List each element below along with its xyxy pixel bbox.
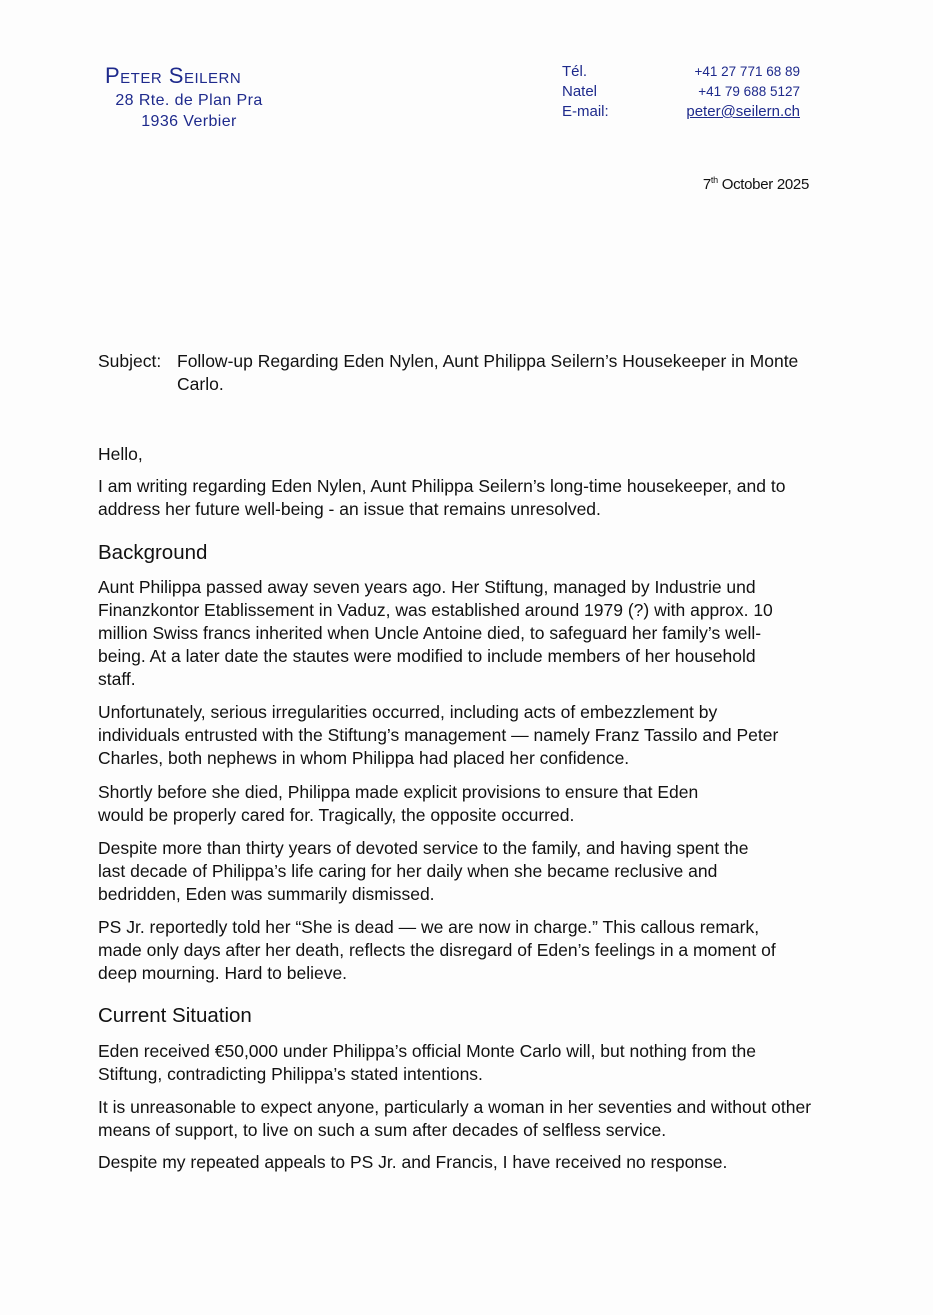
- background-paragraph-1: [98, 576, 778, 691]
- contact-natel-row: [562, 82, 802, 102]
- background-p5-text: PS Jr. reportedly told her “She is dead — we are now in charge.” This callous remark, made only days after her death, reflects the disregard of Eden’s feelings in a moment of deep mourning. Hard to believe.: [98, 917, 776, 983]
- background-paragraph-4: [98, 837, 763, 906]
- greeting: [98, 443, 818, 466]
- date-day: 7: [702, 176, 711, 193]
- background-p2-text: Unfortunately, serious irregularities occurred, including acts of embezzlement by individuals entrusted with the Stiftung’s management — namely Franz Tassilo and Peter Charles, both nephews in whom Philippa had placed her confidence.: [98, 702, 779, 768]
- greeting-text: Hello,: [98, 444, 143, 464]
- tel-value: +41 27 771 68 89: [694, 64, 800, 79]
- background-paragraph-3: [98, 781, 748, 827]
- current-p1-text: Eden received €50,000 under Philippa’s official Monte Carlo will, but nothing from the Stiftung, contradicting Philippa’s stated intentions.: [98, 1041, 756, 1084]
- date-suffix: th: [710, 175, 718, 185]
- letter-date: [703, 175, 809, 193]
- background-p3-text: Shortly before she died, Philippa made explicit provisions to ensure that Eden would be properly cared for. Tragically, the opposite occurred.: [98, 782, 699, 825]
- tel-label: Tél.: [562, 63, 588, 80]
- sender-address-city: 1936 Verbier: [141, 113, 237, 130]
- heading-current-situation: Current Situation: [98, 1004, 252, 1027]
- current-paragraph-1: [98, 1040, 818, 1086]
- background-p1-text: Aunt Philippa passed away seven years ago. Her Stiftung, managed by Industrie und Finanzkontor Etablissement in Vaduz, was established around 1979 (?) with approx. 10 million Swiss francs inherited when Uncle Antoine died, to safeguard her family’s well-being. At a later date the stautes were modified to include members of her household staff.: [98, 577, 773, 689]
- letterhead-sender: [105, 62, 273, 132]
- email-label: E-mail:: [562, 103, 609, 120]
- intro-paragraph: [98, 475, 818, 521]
- contact-tel-row: [562, 62, 802, 82]
- subject-label: Subject:: [98, 351, 162, 371]
- sender-address-street: 28 Rte. de Plan Pra: [115, 92, 263, 109]
- current-paragraph-3: [98, 1151, 818, 1174]
- background-paragraph-5: [98, 916, 788, 985]
- current-paragraph-2: [98, 1096, 818, 1142]
- natel-value: +41 79 688 5127: [698, 84, 800, 99]
- email-link[interactable]: peter@seilern.ch: [686, 103, 800, 120]
- contact-block: [562, 62, 802, 122]
- background-p4-text: Despite more than thirty years of devoted service to the family, and having spent the last decade of Philippa’s life caring for her daily when she became reclusive and bedridden, Eden was summarily dismissed.: [98, 838, 749, 904]
- contact-email-row: [562, 102, 802, 122]
- background-paragraph-2: [98, 701, 788, 770]
- current-p3-text: Despite my repeated appeals to PS Jr. and Francis, I have received no response.: [98, 1152, 728, 1172]
- natel-label: Natel: [562, 83, 598, 100]
- current-p2-text: It is unreasonable to expect anyone, particularly a woman in her seventies and without other means of support, to live on such a sum after decades of selfless service.: [98, 1097, 812, 1140]
- date-rest: October 2025: [717, 176, 809, 193]
- heading-background: Background: [98, 541, 208, 564]
- sender-name: Peter Seilern: [105, 63, 242, 88]
- subject-text: Follow-up Regarding Eden Nylen, Aunt Philippa Seilern’s Housekeeper in Monte Carlo.: [177, 351, 799, 394]
- intro-text: I am writing regarding Eden Nylen, Aunt Philippa Seilern’s long-time housekeeper, and to address her future well-being - an issue that remains unresolved.: [98, 476, 786, 519]
